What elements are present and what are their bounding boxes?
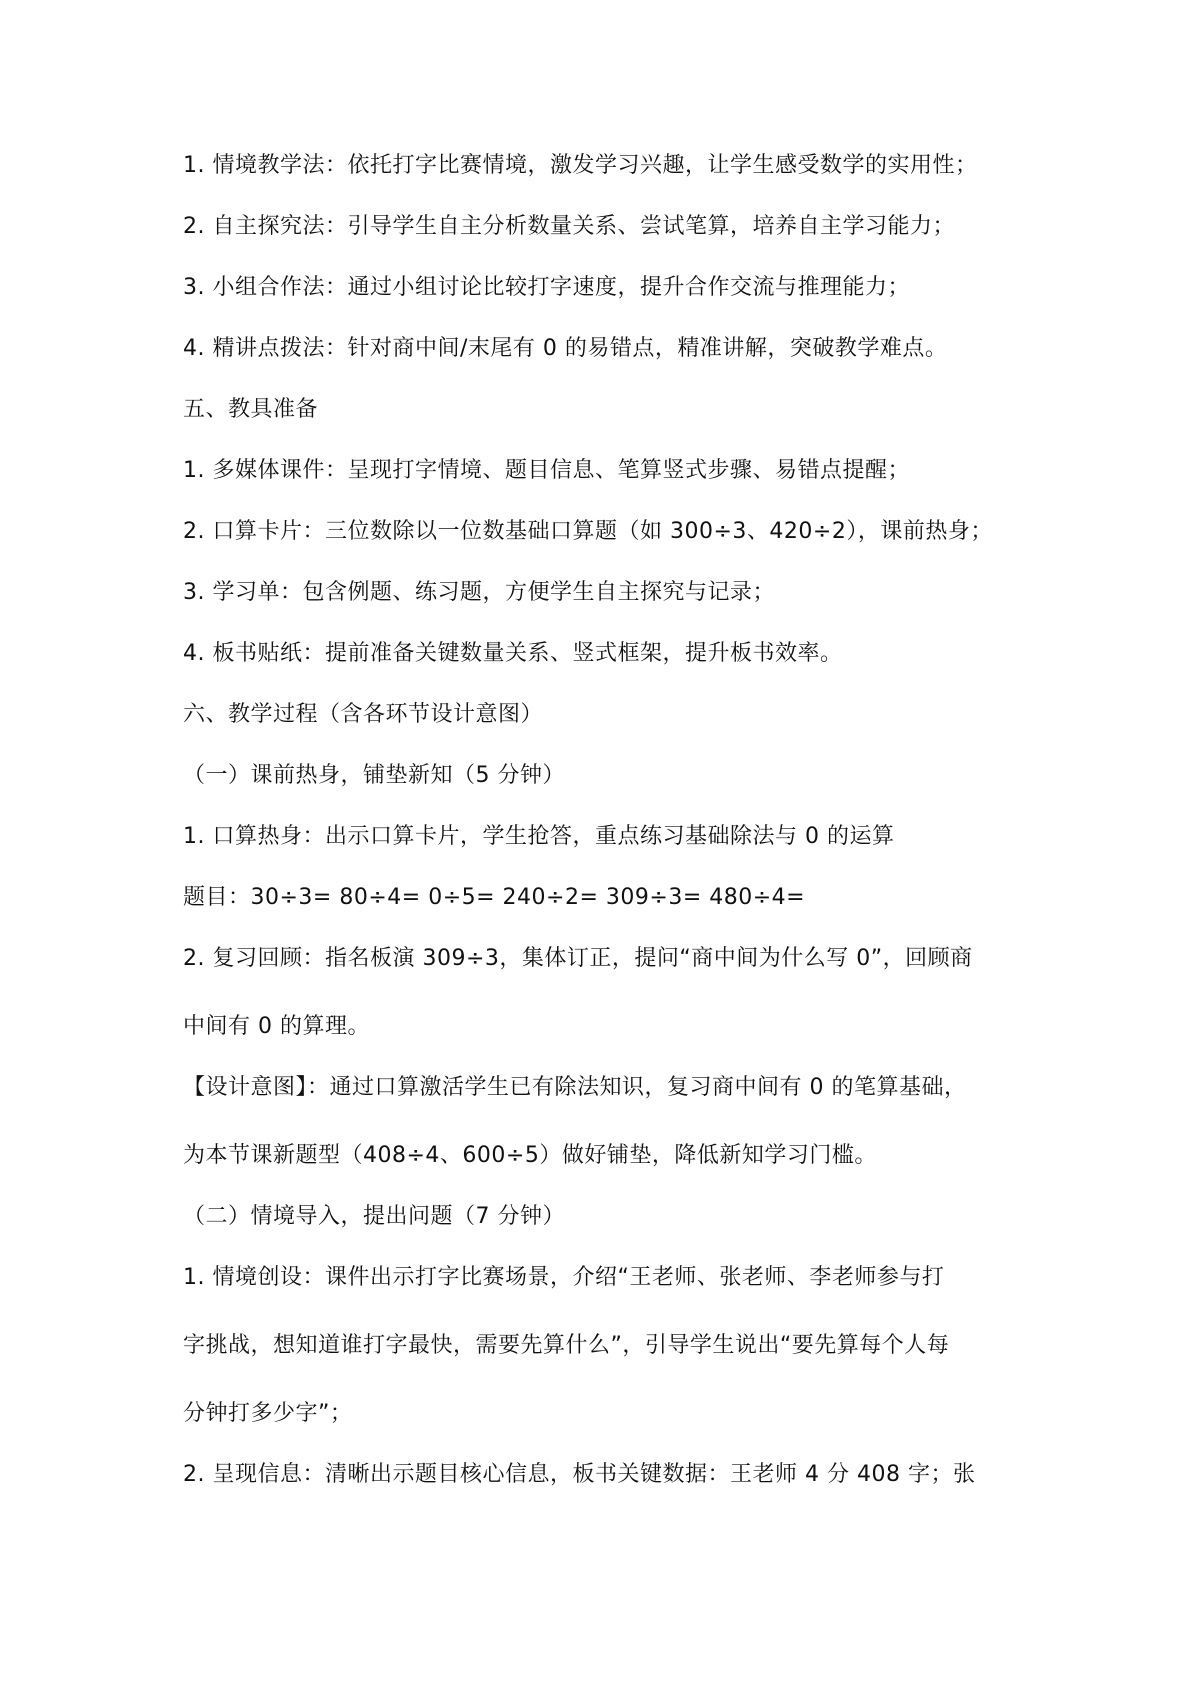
text-line: 2. 自主探究法：引导学生自主分析数量关系、尝试笔算，培养自主学习能力； xyxy=(183,214,955,239)
text-line: 1. 口算热身：出示口算卡片，学生抢答，重点练习基础除法与 0 的运算 xyxy=(183,824,895,849)
text-line: 中间有 0 的算理。 xyxy=(183,1014,370,1039)
section-heading: 六、教学过程（含各环节设计意图） xyxy=(183,702,544,727)
text-line: 4. 精讲点拨法：针对商中间/末尾有 0 的易错点，精准讲解，突破教学难点。 xyxy=(183,336,948,361)
subsection-heading: （一）课前热身，铺垫新知（5 分钟） xyxy=(183,763,565,788)
design-intent-line: 【设计意图】：通过口算激活学生已有除法知识，复习商中间有 0 的笔算基础， xyxy=(183,1075,967,1100)
text-line: 2. 呈现信息：清晰出示题目核心信息，板书关键数据：王老师 4 分 408 字；张 xyxy=(183,1462,976,1487)
document-body xyxy=(183,152,1043,1489)
design-intent-line: 为本节课新题型（408÷4、600÷5）做好铺垫，降低新知学习门槛。 xyxy=(183,1143,877,1168)
subsection-heading: （二）情境导入，提出问题（7 分钟） xyxy=(183,1204,565,1229)
text-line: 3. 学习单：包含例题、练习题，方便学生自主探究与记录； xyxy=(183,580,775,605)
text-line: 1. 情境教学法：依托打字比赛情境，激发学习兴趣，让学生感受数学的实用性； xyxy=(183,153,978,178)
text-line: 3. 小组合作法：通过小组讨论比较打字速度，提升合作交流与推理能力； xyxy=(183,275,910,300)
section-heading: 五、教具准备 xyxy=(183,397,319,422)
text-line: 2. 复习回顾：指名板演 309÷3，集体订正，提问“商中间为什么写 0”，回顾商 xyxy=(183,946,973,971)
text-line: 2. 口算卡片：三位数除以一位数基础口算题（如 300÷3、420÷2），课前热身； xyxy=(183,519,993,544)
text-line: 1. 情境创设：课件出示打字比赛场景，介绍“王老师、张老师、李老师参与打 xyxy=(183,1265,945,1290)
text-line: 字挑战，想知道谁打字最快，需要先算什么”，引导学生说出“要先算每个人每 xyxy=(183,1333,950,1358)
text-line: 分钟打多少字”； xyxy=(183,1401,353,1426)
text-line: 4. 板书贴纸：提前准备关键数量关系、竖式框架，提升板书效率。 xyxy=(183,641,843,666)
text-line: 1. 多媒体课件：呈现打字情境、题目信息、笔算竖式步骤、易错点提醒； xyxy=(183,458,910,483)
text-line: 题目：30÷3= 80÷4= 0÷5= 240÷2= 309÷3= 480÷4= xyxy=(183,885,806,910)
